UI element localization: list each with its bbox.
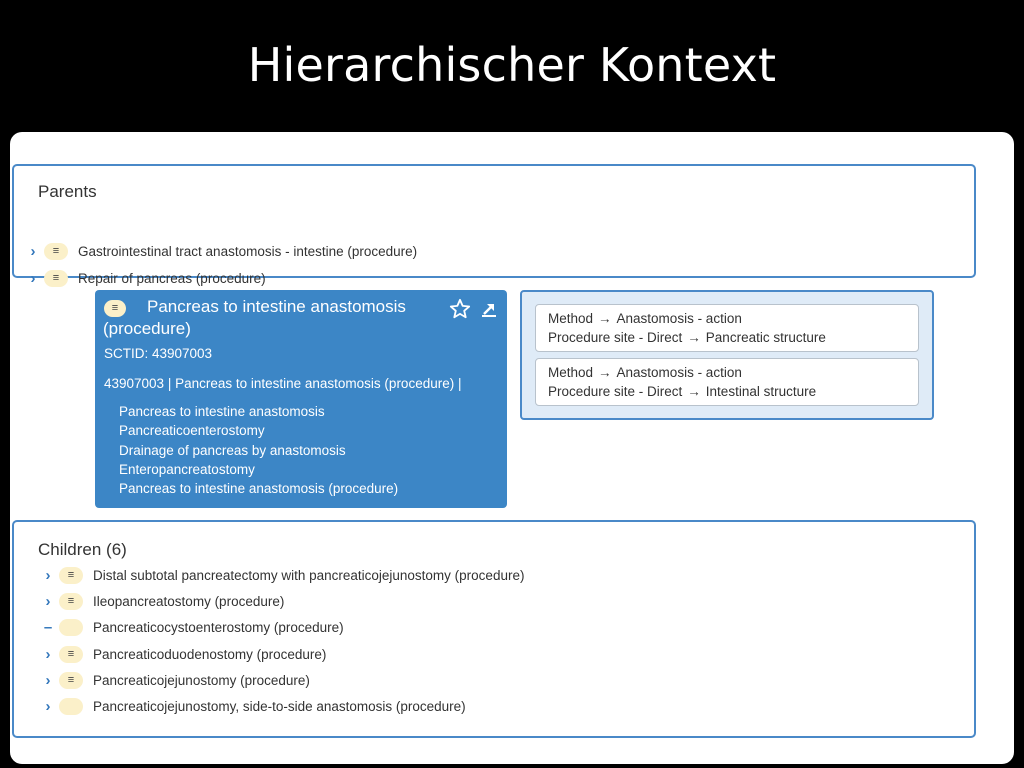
arrow-icon: →	[598, 311, 612, 326]
attribute-panel	[520, 290, 934, 420]
expand-chevron-icon[interactable]: ›	[45, 671, 51, 689]
expand-chevron-icon[interactable]: ›	[45, 645, 51, 663]
attribute-value[interactable]: Anastomosis - action	[616, 311, 742, 326]
synonym-item: Pancreas to intestine anastomosis (procedure)	[119, 481, 399, 497]
concept-badge-icon: ≡	[44, 270, 68, 287]
attribute-group	[535, 304, 919, 352]
slide-title: Hierarchischer Kontext	[247, 38, 777, 92]
parent-row[interactable]	[26, 268, 266, 288]
concept-badge-icon	[59, 619, 83, 636]
concept-badge-icon: ≡	[59, 567, 83, 584]
child-concept-link[interactable]: Pancreaticojejunostomy, side-to-side anastomosis (procedure)	[93, 698, 466, 714]
browser-screenshot	[10, 132, 1014, 764]
attribute-group	[535, 358, 919, 406]
parent-concept-link[interactable]: Repair of pancreas (procedure)	[78, 270, 266, 286]
children-panel	[12, 520, 976, 738]
synonym-list	[119, 402, 398, 498]
concept-badge-icon: ≡	[44, 243, 68, 260]
attribute-relationship	[548, 384, 816, 399]
attribute-relationship	[548, 330, 826, 345]
export-icon[interactable]	[481, 301, 497, 322]
child-row[interactable]	[41, 565, 524, 585]
child-row[interactable]	[41, 696, 466, 716]
attribute-type[interactable]: Method	[548, 365, 594, 380]
concept-badge-icon: ≡	[59, 593, 83, 610]
parent-row[interactable]	[26, 241, 417, 261]
parents-title: Parents	[38, 182, 97, 201]
concept-badge-icon	[59, 698, 83, 715]
synonym-item: Pancreaticoenterostomy	[119, 423, 265, 439]
attribute-type[interactable]: Procedure site - Direct	[548, 384, 683, 399]
focus-concept-box	[95, 290, 507, 508]
attribute-type[interactable]: Procedure site - Direct	[548, 330, 683, 345]
expand-chevron-icon[interactable]: ›	[45, 697, 51, 715]
child-concept-link[interactable]: Ileopancreatostomy (procedure)	[93, 593, 285, 609]
arrow-icon: →	[687, 330, 701, 345]
synonym-item: Drainage of pancreas by anastomosis	[119, 442, 346, 458]
leaf-dash-icon: –	[43, 618, 53, 636]
star-outline-icon[interactable]	[449, 298, 471, 325]
attribute-value[interactable]: Anastomosis - action	[616, 365, 742, 380]
expand-chevron-icon[interactable]: ›	[30, 242, 36, 260]
child-row[interactable]	[41, 670, 310, 690]
focus-concept-title: Pancreas to intestine anastomosis (procedure)	[103, 297, 406, 338]
sctid-label: SCTID: 43907003	[104, 346, 213, 361]
child-row[interactable]	[41, 617, 344, 637]
child-concept-link[interactable]: Pancreaticoduodenostomy (procedure)	[93, 646, 327, 662]
expand-chevron-icon[interactable]: ›	[45, 592, 51, 610]
parents-panel	[12, 164, 976, 287]
child-concept-link[interactable]: Pancreaticojejunostomy (procedure)	[93, 672, 310, 688]
concept-badge-icon: ≡	[59, 672, 83, 689]
concept-badge-icon: ≡	[104, 300, 126, 317]
parent-concept-link[interactable]: Gastrointestinal tract anastomosis - intestine (procedure)	[78, 243, 418, 259]
attribute-value[interactable]: Pancreatic structure	[705, 330, 826, 345]
attribute-type[interactable]: Method	[548, 311, 594, 326]
child-concept-link[interactable]: Distal subtotal pancreatectomy with pancreaticojejunostomy (procedure)	[93, 567, 525, 583]
concept-badge-icon: ≡	[59, 646, 83, 663]
attribute-relationship	[548, 311, 742, 326]
child-row[interactable]	[41, 591, 284, 611]
synonym-item: Pancreas to intestine anastomosis	[119, 404, 325, 419]
expand-chevron-icon[interactable]: ›	[30, 269, 36, 287]
arrow-icon: →	[687, 384, 701, 399]
synonym-item: Enteropancreatostomy	[119, 461, 255, 477]
arrow-icon: →	[598, 365, 612, 380]
fully-specified-name: 43907003 | Pancreas to intestine anastomosis (procedure) |	[104, 376, 462, 391]
child-row[interactable]	[41, 644, 326, 664]
attribute-relationship	[548, 365, 742, 380]
child-concept-link[interactable]: Pancreaticocystoenterostomy (procedure)	[93, 619, 344, 635]
children-title: Children (6)	[38, 540, 127, 559]
attribute-value[interactable]: Intestinal structure	[705, 384, 817, 399]
expand-chevron-icon[interactable]: ›	[45, 566, 51, 584]
